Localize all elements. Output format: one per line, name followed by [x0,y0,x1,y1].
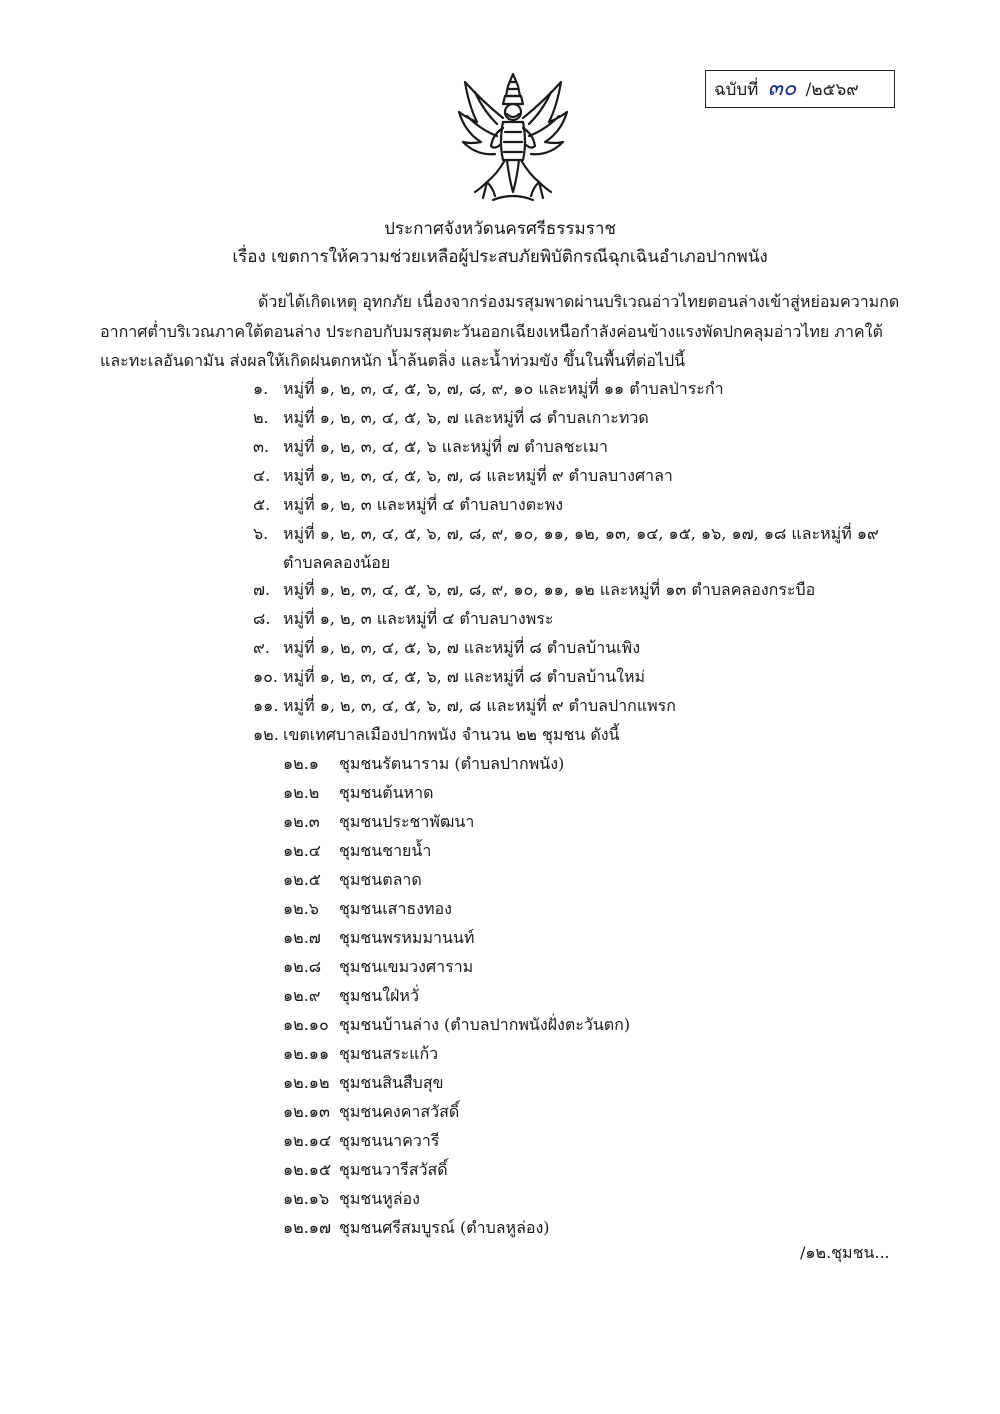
sub-item-text: ชุมชนสินสืบสุข [339,1073,444,1092]
item-number: ๑๐. [253,667,279,686]
community-list-item [283,810,474,835]
item-number: ๙. [253,638,270,657]
area-list-item [253,493,903,518]
item-number: ๑๒. [253,725,279,744]
sub-item-text: ชุมชนประชาพัฒนา [339,812,475,831]
sub-item-text: ชุมชนคงคาสวัสดิ์ [339,1102,460,1121]
item-number: ๓. [253,437,270,456]
sub-item-number: ๑๒.๖ [283,899,319,918]
announcement-subject: เรื่อง เขตการให้ความช่วยเหลือผู้ประสบภัยพิบัติกรณีฉุกเฉินอำเภอปากพนัง [232,247,768,267]
item-number: ๘. [253,609,271,628]
community-list-item [283,868,422,893]
next-page-marker: /๑๒.ชุมชน... [800,1243,890,1262]
sub-item-number: ๑๒.๘ [283,957,322,976]
sub-item-number: ๑๒.๑๗ [283,1218,331,1237]
sub-item-text: ชุมชนรัตนาราม (ตำบลปากพนัง) [339,754,565,773]
intro-line-1: ด้วยได้เกิดเหตุ อุทกภัย เนื่องจากร่องมรสุมพาดผ่านบริเวณอ่าวไทยตอนล่างเข้าสู่หย่อมความกด [258,292,900,311]
garuda-emblem-icon [452,72,574,208]
sub-item-text: ชุมชนเขมวงศาราม [339,957,474,976]
sub-item-text: ชุมชนเสาธงทอง [339,899,452,918]
sub-item-text: ชุมชนต้นหาด [339,783,434,802]
sub-item-text: ชุมชนบ้านล่าง (ตำบลปากพนังฝั่งตะวันตก) [339,1015,631,1034]
area-list-item [253,636,903,661]
sub-item-text: ชุมชนหูล่อง [339,1189,420,1208]
area-list-item [253,406,903,431]
area-list-item [253,464,903,489]
intro-line-2: อากาศต่ำบริเวณภาคใต้ตอนล่าง ประกอบกับมรสุมตะวันออกเฉียงเหนือกำลังค่อนข้างแรงพัดปกคลุมอ่าวไทย ภาคใต้ [100,321,883,341]
community-list-item [283,1100,459,1125]
area-list-item [253,522,903,572]
sub-item-number: ๑๒.๑๓ [283,1102,330,1121]
area-list-item [253,607,903,632]
sub-item-text: ชุมชนชายน้ำ [339,841,432,860]
community-list-item [283,1158,448,1183]
item-text: หมู่ที่ ๑, ๒, ๓, ๔, ๕, ๖, ๗ และหมู่ที่ ๘ ตำบลเกาะทวด [283,408,649,427]
sub-item-number: ๑๒.๑๑ [283,1044,330,1063]
item-text: เขตเทศบาลเมืองปากพนัง จำนวน ๒๒ ชุมชน ดังนี้ [283,725,620,744]
issue-number-box [705,70,895,108]
item-number: ๑. [253,379,269,398]
community-list-item [283,984,419,1009]
community-list-item [283,1187,420,1212]
community-list-item [283,1013,630,1038]
item-text: หมู่ที่ ๑, ๒, ๓, ๔, ๕, ๖, ๗, ๘, ๙, ๑๐, ๑๑, ๑๒ และหมู่ที่ ๑๓ ตำบลคลองกระบือ [283,580,816,599]
intro-line-3: และทะเลอันดามัน ส่งผลให้เกิดฝนตกหนัก น้ำล้นตลิ่ง และน้ำท่วมขัง ขึ้นในพื้นที่ต่อไปนี้ [100,351,686,370]
intro-paragraph [100,287,900,376]
sub-item-text: ชุมชนสระแก้ว [339,1044,439,1063]
sub-item-number: ๑๒.๔ [283,841,321,860]
item-text: หมู่ที่ ๑, ๒, ๓, ๔, ๕, ๖, ๗, ๘, ๙, ๑๐ และหมู่ที่ ๑๑ ตำบลป่าระกำ [283,379,724,398]
community-list-item [283,1129,439,1154]
area-list-item [253,723,903,748]
sub-item-text: ชุมชนตลาด [339,870,422,889]
community-list-item [283,955,473,980]
item-text: หมู่ที่ ๑, ๒, ๓, ๔, ๕, ๖, ๗ และหมู่ที่ ๘ ตำบลบ้านเพิง [283,638,640,657]
sub-item-number: ๑๒.๑๐ [283,1015,329,1034]
item-number: ๒. [253,408,269,427]
sub-item-text: ชุมชนนาควารี [339,1131,440,1150]
issue-number-handwritten: ๓๐ [767,76,797,101]
sub-item-text: ชุมชนพรหมมานนท์ [339,928,475,947]
community-list-item [283,1216,550,1241]
area-list-item [253,665,903,690]
sub-item-number: ๑๒.๗ [283,928,321,947]
community-list-item [283,1071,444,1096]
community-list-item [283,926,474,951]
community-list-item [283,839,431,864]
item-text: หมู่ที่ ๑, ๒, ๓, ๔, ๕, ๖, ๗, ๘ และหมู่ที่ ๙ ตำบลบางศาลา [283,466,673,485]
issue-year: /๒๕๖๙ [805,80,859,100]
announcement-title: ประกาศจังหวัดนครศรีธรรมราช [384,219,616,239]
sub-item-number: ๑๒.๑ [283,754,319,773]
community-list-item [283,1042,438,1067]
sub-item-number: ๑๒.๙ [283,986,321,1005]
item-number: ๗. [253,580,271,599]
item-text: หมู่ที่ ๑, ๒, ๓, ๔, ๕, ๖, ๗ และหมู่ที่ ๘ ตำบลบ้านใหม่ [283,667,646,686]
area-list-item [253,578,903,603]
item-number: ๕. [253,495,271,514]
item-number: ๖. [253,524,269,543]
sub-item-number: ๑๒.๒ [283,783,320,802]
community-list-item [283,781,433,806]
sub-item-number: ๑๒.๑๒ [283,1073,330,1092]
item-text: หมู่ที่ ๑, ๒, ๓, ๔, ๕, ๖, ๗, ๘, ๙, ๑๐, ๑๑, ๑๒, ๑๓, ๑๔, ๑๕, ๑๖, ๑๗, ๑๘ และหมู่ที่ ๑๙ [283,524,879,543]
item-text: หมู่ที่ ๑, ๒, ๓, ๔, ๕, ๖ และหมู่ที่ ๗ ตำบลชะเมา [283,437,609,456]
sub-item-text: ชุมชนศรีสมบูรณ์ (ตำบลหูล่อง) [339,1218,550,1237]
item-number: ๑๑. [253,696,279,715]
item-text: หมู่ที่ ๑, ๒, ๓ และหมู่ที่ ๔ ตำบลบางพระ [283,609,554,628]
area-list-item [253,377,903,402]
sub-item-text: ชุมชนใฝ่หวั่ [339,986,419,1005]
sub-item-text: ชุมชนวารีสวัสดิ์ [339,1160,448,1179]
item-text: หมู่ที่ ๑, ๒, ๓, ๔, ๕, ๖, ๗, ๘ และหมู่ที่ ๙ ตำบลปากแพรก [283,696,676,715]
sub-item-number: ๑๒.๕ [283,870,321,889]
community-list-item [283,897,452,922]
item-continuation: ตำบลคลองน้อย [283,553,391,572]
sub-item-number: ๑๒.๑๔ [283,1131,332,1150]
community-list-item [283,752,564,777]
area-list-item [253,435,903,460]
area-list-item [253,694,903,719]
sub-item-number: ๑๒.๑๕ [283,1160,332,1179]
item-number: ๔. [253,466,271,485]
item-text: หมู่ที่ ๑, ๒, ๓ และหมู่ที่ ๔ ตำบลบางตะพง [283,495,564,514]
issue-prefix: ฉบับที่ [714,80,759,100]
sub-item-number: ๑๒.๑๖ [283,1189,330,1208]
sub-item-number: ๑๒.๓ [283,812,320,831]
